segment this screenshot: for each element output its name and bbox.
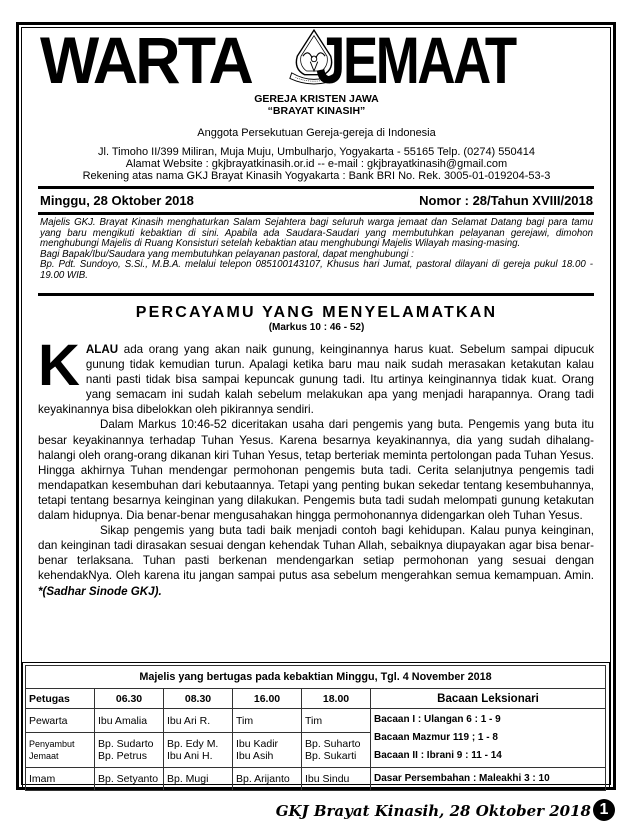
issue-date: Minggu, 28 Oktober 2018 [40, 193, 194, 208]
page-number: 1 [593, 799, 615, 821]
name-line: Bp. Petrus [98, 750, 148, 763]
sermon-paragraph [38, 333, 594, 417]
bank-account-line: Rekening atas nama GKJ Brayat Kinasih Yogyakarta : Bank BRI No. Rek. 3005-01-019204-53-3 [82, 170, 551, 182]
table-cell: Ibu Sindu [302, 768, 371, 791]
paragraph-text: Sikap pengemis yang buta tadi baik menjadi contoh bagi kehidupan. Kalau punya keinginan, dan keinginan tadi dirasakan sesuai dengan kehendak Tuhan Allah, sebaiknya diupayakan agar bisa benar-benar terlaksana. Tuhan pasti berkenan mendengarkan setiap permohonan yang sesuai dengan kehendakNya. Oleh karena itu jangan sampai putus asa sebelum mengerahkan semua kemampuan. Amin. [38, 524, 594, 583]
column-header: 18.00 [302, 689, 371, 709]
sermon-paragraph: Dalam Markus 10:46-52 diceritakan usaha dari pengemis yang buta. Pengemis yang buta itu besar keyakinannya terhadap Tuhan Yesus. Karena besarnya keyakinannya, dia yang sudah dihalang-halangi oleh orang-orang dikanan kiri Tuhan Yesus, tetap berteriak meminta pertolongan pada Tuhan Yesus. Hingga akhirnya Tuhan mendengar permohonan pengemis buta tadi. Cerita selanjutnya pengemis tadi mendapatkan kesembuhan dari kebutaannya. Tetapi yang penting bukan sekedar tentang kesembuhannya, tetapi tentang besarnya keinginan yang dilakukan. Pengemis buta tadi sudah melompati gunung ketakutan dalam hidupnya. Dia benar-benar mengusahakan hingga permohonannya didengarkan oleh Tuhan Yesus. [38, 418, 594, 523]
divider [38, 186, 594, 189]
column-header: 08.30 [164, 689, 233, 709]
sermon-paragraph [38, 523, 594, 598]
column-header: Petugas [26, 689, 95, 709]
notice-paragraph: Majelis GKJ. Brayat Kinasih menghaturkan Salam Sejahtera bagi seluruh warga jemaat dan Selamat Datang bagi para tamu yang baru mengikuti kebaktian di sini. Apabila ada Saudara-Saudari yang membutuhkan pelayanan gerejawi, dimohon menghubungi Majelis di Ruang Konsisturi setelah kebaktian atau menghubungi Majelis Wilayah masing-masing. [40, 217, 593, 250]
table-cell: Bp. Setyanto [95, 768, 164, 791]
congregation-name: “BRAYAT KINASIH” [267, 105, 366, 117]
column-header: Bacaan Leksionari [371, 689, 606, 709]
table-row [26, 768, 606, 791]
name-line: Bp. Suharto [305, 738, 361, 751]
masthead-title-left: WARTA [40, 30, 251, 90]
name-line: Bp. Sudarto [98, 738, 154, 751]
name-line: Bp. Edy M. [167, 738, 219, 751]
masthead-right [316, 30, 596, 90]
table-cell: Ibu Amalia [95, 709, 164, 733]
role-cell [26, 733, 95, 768]
footer-text: GKJ Brayat Kinasih, 28 Oktober 2018 [275, 802, 591, 820]
sermon-body [38, 333, 594, 599]
notice-paragraph: Bagi Bapak/Ibu/Saudara yang membutuhkan pelayanan pastoral, dapat menghubungi : [40, 248, 414, 260]
column-header: 06.30 [95, 689, 164, 709]
name-line: Ibu Asih [236, 750, 274, 763]
reading-line: Bacaan Mazmur 119 ; 1 - 8 [374, 732, 498, 743]
table-cell: Bp. Arijanto [233, 768, 302, 791]
web-email-line: Alamat Website : gkjbrayatkinasih.or.id -- e-mail : gkjbrayatkinasih@gmail.com [125, 158, 508, 170]
masthead-left [40, 30, 280, 90]
table-cell [233, 733, 302, 768]
table-cell [302, 733, 371, 768]
issue-number: Nomor : 28/Tahun XVIII/2018 [419, 193, 593, 208]
address-line: Jl. Timoho II/399 Miliran, Muja Muju, Umbulharjo, Yogyakarta - 55165 Telp. (0274) 550414 [98, 146, 535, 158]
table-row [26, 709, 606, 733]
reading-line: Bacaan I : Ulangan 6 : 1 - 9 [374, 714, 501, 725]
author-signature: *(Sadhar Sinode GKJ). [38, 584, 162, 598]
notice-paragraph: Bp. Pdt. Sundoyo, S.Si., M.B.A. melalui telepon 085100143107, Khusus hari Jumat, pastoral dilayani di gereja pukul 18.00 - 19.00 WIB. [40, 259, 593, 281]
role-line: Penyambut [29, 739, 75, 750]
masthead-title-right: JEMAAT [316, 30, 515, 90]
name-line: Ibu Kadir [236, 738, 279, 751]
table-cell [164, 733, 233, 768]
welcome-notice [40, 218, 593, 282]
church-name: GEREJA KRISTEN JAWA [254, 93, 379, 105]
name-line: Ibu Ani H. [167, 750, 213, 763]
role-line: Jemaat [29, 751, 59, 762]
role-cell: Imam [26, 768, 95, 791]
paragraph-text: ada orang yang akan naik gunung, keinginannya harus kuat. Sebelum sampai dipucuk gunung tidak kemudian turun. Apalagi ketika baru mau naik sudah merasakan ketakutan kalau nanti pasti tidak bisa sampai kepuncak gunung tadi. Itu artinya keinginannya tidak kuat. Orang yang semacam ini sudah kalah sebelum melakukan apa yang menjadi harapannya. Orang tadi keyakinannya bisa dibelokkan oleh pikirannya sendiri. [38, 343, 594, 417]
divider [38, 293, 594, 296]
lectionary-readings [371, 709, 606, 768]
scripture-reference: (Markus 10 : 46 - 52) [268, 322, 365, 333]
reading-line: Bacaan II : Ibrani 9 : 11 - 14 [374, 750, 502, 761]
membership-line: Anggota Persekutuan Gereja-gereja di Indonesia [197, 127, 436, 139]
duty-table-title: Majelis yang bertugas pada kebaktian Minggu, Tgl. 4 November 2018 [26, 666, 606, 689]
table-cell [95, 733, 164, 768]
table-cell: Bp. Mugi [164, 768, 233, 791]
offering-reading: Dasar Persembahan : Maleakhi 3 : 10 [371, 768, 606, 791]
name-line: Bp. Sukarti [305, 750, 357, 763]
column-header: 16.00 [233, 689, 302, 709]
drop-cap: K [38, 333, 80, 398]
table-cell: Tim [302, 709, 371, 733]
lead-word: ALAU [85, 343, 119, 356]
duty-table [25, 665, 606, 791]
table-cell: Tim [233, 709, 302, 733]
role-cell: Pewarta [26, 709, 95, 733]
divider [38, 212, 594, 215]
sermon-title: PERCAYAMU YANG MENYELAMATKAN [135, 304, 498, 321]
table-cell: Ibu Ari R. [164, 709, 233, 733]
